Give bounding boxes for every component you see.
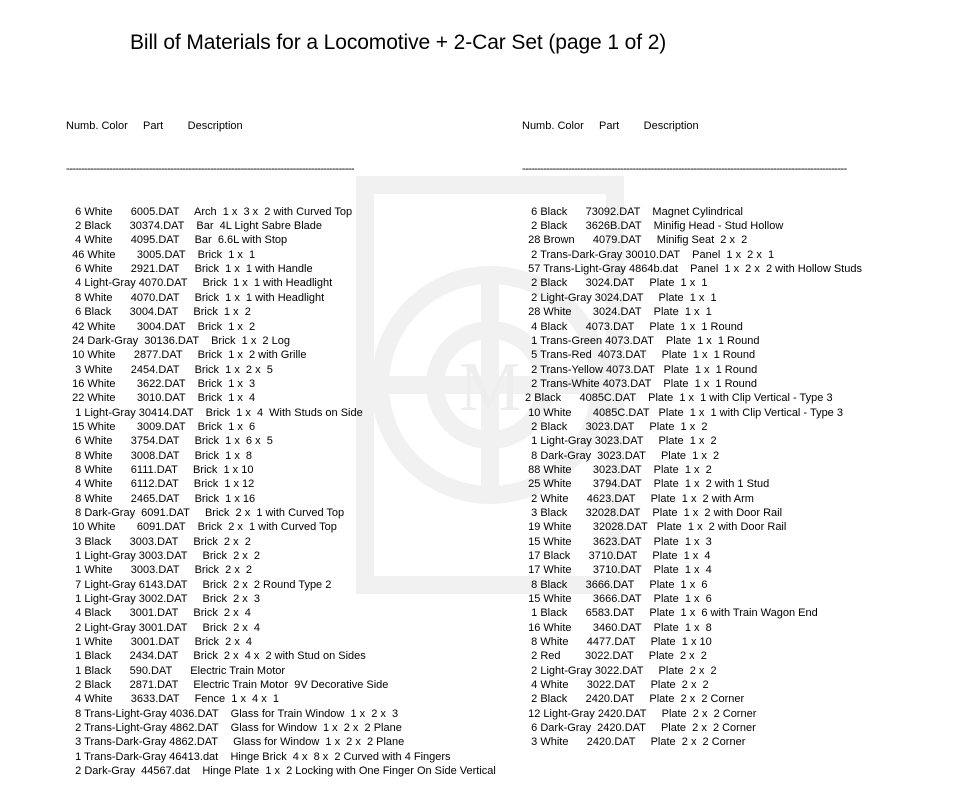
bom-row: 8 White 4070.DAT Brick 1 x 1 with Headlight xyxy=(66,291,325,304)
bom-row: 2 Trans-Dark-Gray 30010.DAT Panel 1 x 2 x 1 xyxy=(522,248,775,261)
bom-row: 1 Trans-Dark-Gray 46413.dat Hinge Brick 4 x 8 x 2 Curved with 4 Fingers xyxy=(66,750,451,763)
bom-row: 46 White 3005.DAT Brick 1 x 1 xyxy=(66,248,256,261)
bom-row: 88 White 3023.DAT Plate 1 x 2 xyxy=(522,463,712,476)
bom-row: 8 Trans-Light-Gray 4036.DAT Glass for Train Window 1 x 2 x 3 xyxy=(66,707,399,720)
bom-row: 4 Black 3001.DAT Brick 2 x 4 xyxy=(66,607,251,620)
bom-row: 17 Black 3710.DAT Plate 1 x 4 xyxy=(522,550,711,562)
bom-row: 2 Trans-Yellow 4073.DAT Plate 1 x 1 Round xyxy=(522,363,758,376)
bom-row: 7 Light-Gray 6143.DAT Brick 2 x 2 Round Type 2 xyxy=(66,578,332,591)
bom-row: 6 White 2921.DAT Brick 1 x 1 with Handle xyxy=(66,263,313,276)
bom-row: 5 Trans-Red 4073.DAT Plate 1 x 1 Round xyxy=(522,349,756,362)
bom-row: 4 White 3633.DAT Fence 1 x 4 x 1 xyxy=(66,693,279,706)
bom-row: 19 White 32028.DAT Plate 1 x 2 with Door Rail xyxy=(522,521,787,534)
bom-row: 15 White 3623.DAT Plate 1 x 3 xyxy=(522,535,712,548)
header-rule: ---------------------------------------------------------------------------------------------------------- xyxy=(522,162,847,175)
bom-row: 16 White 3460.DAT Plate 1 x 8 xyxy=(522,621,712,634)
bom-row: 2 Black 4085C.DAT Plate 1 x 1 with Clip Vertical - Type 3 xyxy=(522,392,833,405)
bom-row: 28 White 3024.DAT Plate 1 x 1 xyxy=(522,306,712,319)
bom-row: 6 Dark-Gray 2420.DAT Plate 2 x 2 Corner xyxy=(522,722,756,735)
bom-row: 2 Black 30374.DAT Bar 4L Light Sabre Blade xyxy=(66,220,322,233)
bom-row: 10 White 4085C.DAT Plate 1 x 1 with Clip Vertical - Type 3 xyxy=(522,406,843,419)
bom-row: 28 Brown 4079.DAT Minifig Seat 2 x 2 xyxy=(522,234,748,247)
bom-row: 1 Black 6583.DAT Plate 1 x 6 with Train Wagon End xyxy=(522,607,818,620)
bom-row: 4 White 6112.DAT Brick 1 x 12 xyxy=(66,478,255,491)
bom-row: 1 Light-Gray 30414.DAT Brick 1 x 4 With Studs on Side xyxy=(66,406,363,419)
bom-row: 1 White 3003.DAT Brick 2 x 2 xyxy=(66,564,253,577)
bom-row: 2 Trans-Light-Gray 4862.DAT Glass for Window 1 x 2 x 2 Plane xyxy=(66,722,402,735)
column-header: Numb. Color Part Description xyxy=(522,119,699,132)
bom-row: 57 Trans-Light-Gray 4864b.dat Panel 1 x 2 x 2 with Hollow Studs xyxy=(522,263,862,276)
bom-row: 42 White 3004.DAT Brick 1 x 2 xyxy=(66,320,256,333)
bom-row: 15 White 3009.DAT Brick 1 x 6 xyxy=(66,420,256,433)
bom-row: 8 Dark-Gray 3023.DAT Plate 1 x 2 xyxy=(522,449,720,462)
bom-row: 4 White 4095.DAT Bar 6.6L with Stop xyxy=(66,234,288,247)
bom-row: 1 Light-Gray 3003.DAT Brick 2 x 2 xyxy=(66,550,261,562)
bom-row: 12 Light-Gray 2420.DAT Plate 2 x 2 Corner xyxy=(522,707,757,720)
bom-row: 2 Light-Gray 3022.DAT Plate 2 x 2 xyxy=(522,664,717,677)
bom-row: 25 White 3794.DAT Plate 1 x 2 with 1 Stud xyxy=(522,478,770,491)
bom-row: 3 Black 3003.DAT Brick 2 x 2 xyxy=(66,535,251,548)
bom-row: 8 White 2465.DAT Brick 1 x 16 xyxy=(66,492,256,505)
bom-row: 3 Trans-Dark-Gray 4862.DAT Glass for Window 1 x 2 x 2 Plane xyxy=(66,736,405,749)
bom-row: 8 White 3008.DAT Brick 1 x 8 xyxy=(66,449,253,462)
watermark-letter: M xyxy=(458,349,522,426)
bom-row: 2 Light-Gray 3001.DAT Brick 2 x 4 xyxy=(66,621,261,634)
header-rule: ---------------------------------------------------------------------------------------------- xyxy=(66,162,354,175)
bom-row: 10 White 6091.DAT Brick 2 x 1 with Curved Top xyxy=(66,521,337,534)
bom-row: 15 White 3666.DAT Plate 1 x 6 xyxy=(522,593,712,606)
bom-row: 3 Black 32028.DAT Plate 1 x 2 with Door Rail xyxy=(522,506,783,519)
bom-row: 2 Black 2420.DAT Plate 2 x 2 Corner xyxy=(522,693,745,706)
bom-row: 4 Black 4073.DAT Plate 1 x 1 Round xyxy=(522,320,743,333)
bom-row: 1 Trans-Green 4073.DAT Plate 1 x 1 Round xyxy=(522,334,760,347)
bom-row: 6 White 3754.DAT Brick 1 x 6 x 5 xyxy=(66,435,273,448)
bom-row: 1 Light-Gray 3023.DAT Plate 1 x 2 xyxy=(522,435,717,448)
left-column xyxy=(66,90,496,793)
bom-row: 17 White 3710.DAT Plate 1 x 4 xyxy=(522,564,712,577)
left-rows xyxy=(66,205,496,779)
bom-row: 16 White 3622.DAT Brick 1 x 3 xyxy=(66,377,256,390)
bom-row: 4 Light-Gray 4070.DAT Brick 1 x 1 with Headlight xyxy=(66,277,333,290)
bom-row: 6 Black 73092.DAT Magnet Cylindrical xyxy=(522,205,743,218)
bom-row: 1 White 3001.DAT Brick 2 x 4 xyxy=(66,636,253,649)
bom-row: 4 White 3022.DAT Plate 2 x 2 xyxy=(522,679,709,692)
bom-row: 1 Light-Gray 3002.DAT Brick 2 x 3 xyxy=(66,593,261,606)
bom-row: 22 White 3010.DAT Brick 1 x 4 xyxy=(66,392,256,405)
bom-row: 2 Black 2871.DAT Electric Train Motor 9V Decorative Side xyxy=(66,679,389,692)
bom-row: 2 Black 3626B.DAT Minifig Head - Stud Hollow xyxy=(522,220,784,233)
page-title: Bill of Materials for a Locomotive + 2-Car Set (page 1 of 2) xyxy=(130,31,667,54)
right-column xyxy=(522,90,862,764)
bom-row: 2 Black 3024.DAT Plate 1 x 1 xyxy=(522,277,708,290)
bom-row: 3 White 2454.DAT Brick 1 x 2 x 5 xyxy=(66,363,273,376)
bom-row: 8 Dark-Gray 6091.DAT Brick 2 x 1 with Curved Top xyxy=(66,506,345,519)
bom-row: 3 White 2420.DAT Plate 2 x 2 Corner xyxy=(522,736,746,749)
right-rows xyxy=(522,205,862,750)
bom-row: 2 Black 3023.DAT Plate 1 x 2 xyxy=(522,420,708,433)
bom-row: 1 Black 590.DAT Electric Train Motor xyxy=(66,664,286,677)
bom-row: 8 White 6111.DAT Brick 1 x 10 xyxy=(66,463,254,476)
bom-row: 1 Black 2434.DAT Brick 2 x 4 x 2 with Stud on Sides xyxy=(66,650,366,663)
bom-row: 24 Dark-Gray 30136.DAT Brick 1 x 2 Log xyxy=(66,334,290,347)
bom-row: 8 White 4477.DAT Plate 1 x 10 xyxy=(522,636,712,649)
bom-row: 8 Black 3666.DAT Plate 1 x 6 xyxy=(522,578,708,591)
column-header: Numb. Color Part Description xyxy=(66,119,243,132)
bom-row: 10 White 2877.DAT Brick 1 x 2 with Grille xyxy=(66,349,307,362)
bom-row: 6 Black 3004.DAT Brick 1 x 2 xyxy=(66,306,251,319)
bom-row: 2 Red 3022.DAT Plate 2 x 2 xyxy=(522,650,707,663)
bom-row: 2 Trans-White 4073.DAT Plate 1 x 1 Round xyxy=(522,377,757,390)
bom-row: 2 Light-Gray 3024.DAT Plate 1 x 1 xyxy=(522,291,717,304)
bom-row: 6 White 6005.DAT Arch 1 x 3 x 2 with Curved Top xyxy=(66,205,353,218)
bom-row: 2 Dark-Gray 44567.dat Hinge Plate 1 x 2 Locking with One Finger On Side Vertical xyxy=(66,765,496,778)
bom-row: 2 White 4623.DAT Plate 1 x 2 with Arm xyxy=(522,492,754,505)
